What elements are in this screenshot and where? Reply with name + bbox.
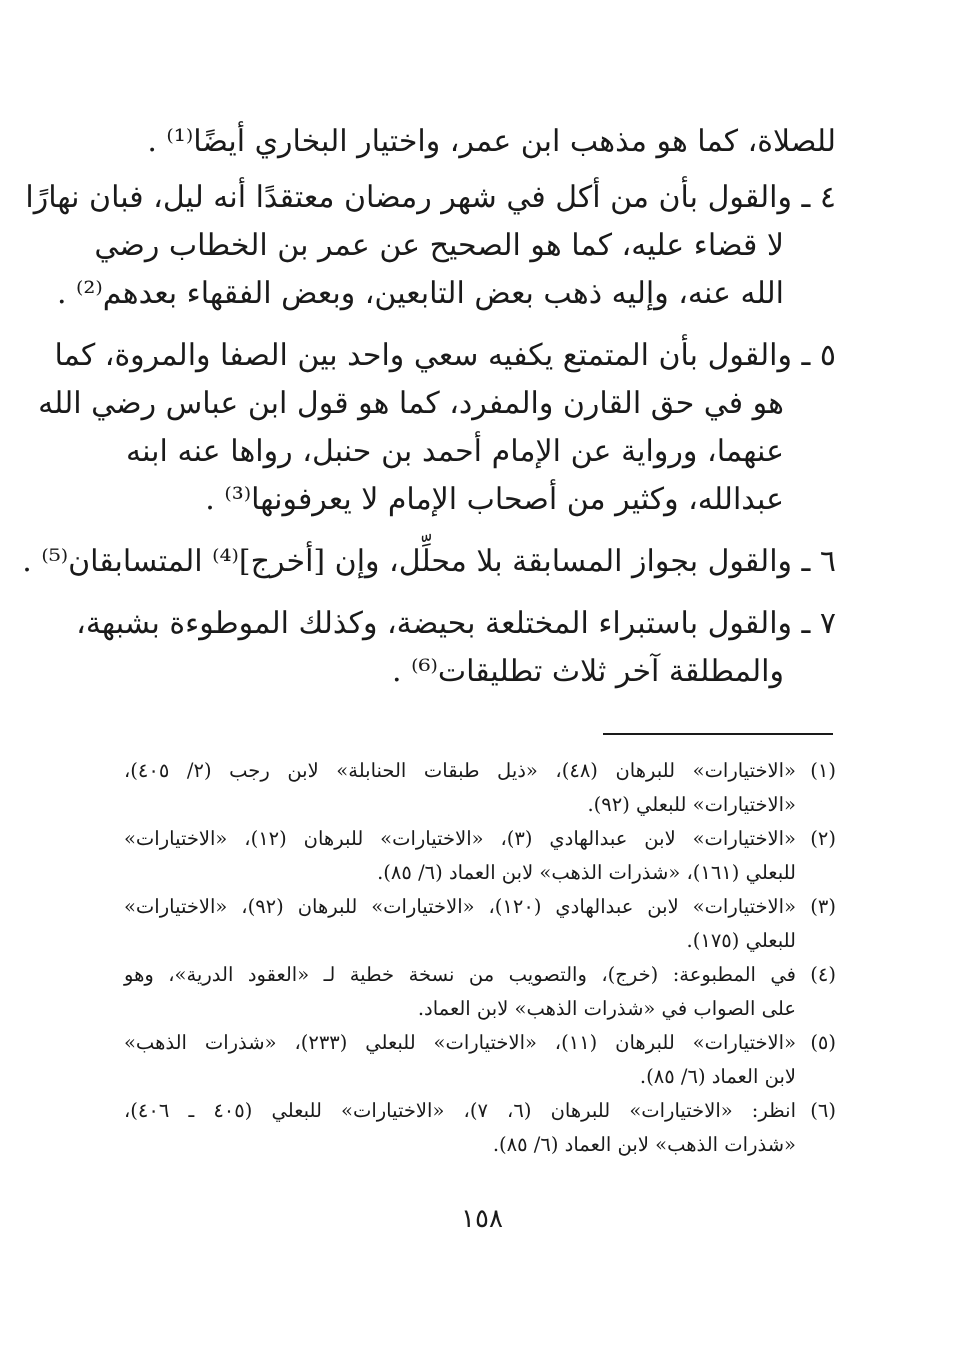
- footnote-number: (٦): [810, 1099, 836, 1122]
- footnote-number: (٢): [810, 827, 836, 850]
- footnote-number: (٣): [810, 895, 836, 918]
- page-number: ١٥٨: [461, 1204, 503, 1234]
- footnote-number: (٥): [810, 1031, 837, 1054]
- text-line: للصلاة، كما هو مذهب ابن عمر، واختيار البخاري أيضًا⁽¹⁾ .: [147, 124, 836, 159]
- footnote-separator: [603, 733, 833, 735]
- footnotes: [124, 754, 836, 1162]
- footnote-line: (١)«الاختيارات» للبرهان (٤٨)، «ذيل طبقات الحنابلة» لابن رجب (٢/ ٤٠٥)،: [124, 754, 836, 788]
- footnote-line: للبعلي (١٦١)، «شذرات الذهب» لابن العماد (٦/ ٨٥).: [377, 861, 796, 884]
- text-line: ٥ ـ والقول بأن المتمتع يكفيه سعي واحد بين الصفا والمروة، كما: [54, 338, 836, 373]
- footnote-line: (٣)«الاختيارات» لابن عبدالهادي (١٢٠)، «الاختيارات» للبرهان (٩٢)، «الاختيارات»: [124, 890, 836, 924]
- text-line: هو في حق القارن والمفرد، كما هو قول ابن عباس رضي الله: [38, 386, 784, 421]
- text-line: ٦ ـ والقول بجواز المسابقة بلا محلِّل، وإن [أخرج]⁽⁴⁾ المتسابقان⁽⁵⁾ .: [22, 544, 836, 579]
- footnote-line: للبعلي (١٧٥).: [686, 929, 796, 952]
- text-line: عنهما، ورواية عن الإمام أحمد بن حنبل، رواها عنه ابنه: [126, 434, 784, 469]
- text-line: عبدالله، وكثير من أصحاب الإمام لا يعرفونها⁽³⁾ .: [205, 482, 784, 517]
- main-text: [22, 118, 836, 696]
- footnote-line: (٦)انظر: «الاختيارات» للبرهان (٦، ٧)، «الاختيارات» للبعلي (٤٠٥ ـ ٤٠٦)،: [124, 1094, 836, 1128]
- footnote-number: (١): [810, 759, 836, 782]
- text-line: الله عنه، وإليه ذهب بعض التابعين، وبعض الفقهاء بعدهم⁽²⁾ .: [56, 276, 784, 311]
- footnote-line: (٢)«الاختيارات» لابن عبدالهادي (٣)، «الاختيارات» للبرهان (١٢)، «الاختيارات»: [124, 822, 836, 856]
- footnote-line: «الاختيارات» للبعلي (٩٢).: [587, 793, 796, 816]
- text-line: ٤ ـ والقول بأن من أكل في شهر رمضان معتقدًا أنه ليل، فبان نهارًا: [25, 180, 836, 215]
- text-line: ٧ ـ والقول باستبراء المختلعة بحيضة، وكذلك الموطوءة بشبهة،: [76, 606, 836, 641]
- footnote-line: لابن العماد (٦/ ٨٥).: [639, 1065, 796, 1088]
- footnote-line: (٥)«الاختيارات» للبرهان (١١)، «الاختيارات» للبعلي (٢٣٣)، «شذرات الذهب»: [124, 1026, 836, 1060]
- text-line: لا قضاء عليه، كما هو الصحيح عن عمر بن الخطاب رضي: [94, 228, 784, 263]
- footnote-number: (٤): [810, 963, 836, 986]
- footnote-line: على الصواب في «شذرات الذهب» لابن العماد.: [417, 997, 796, 1020]
- footnote-line: «شذرات الذهب» لابن العماد (٦/ ٨٥).: [492, 1133, 796, 1156]
- text-line: والمطلقة آخر ثلاث تطليقات⁽⁶⁾ .: [392, 654, 784, 689]
- footnote-line: (٤)في المطبوعة: (خرج)، والتصويب من نسخة خطية لـ «العقود الدرية»، وهو: [124, 958, 836, 992]
